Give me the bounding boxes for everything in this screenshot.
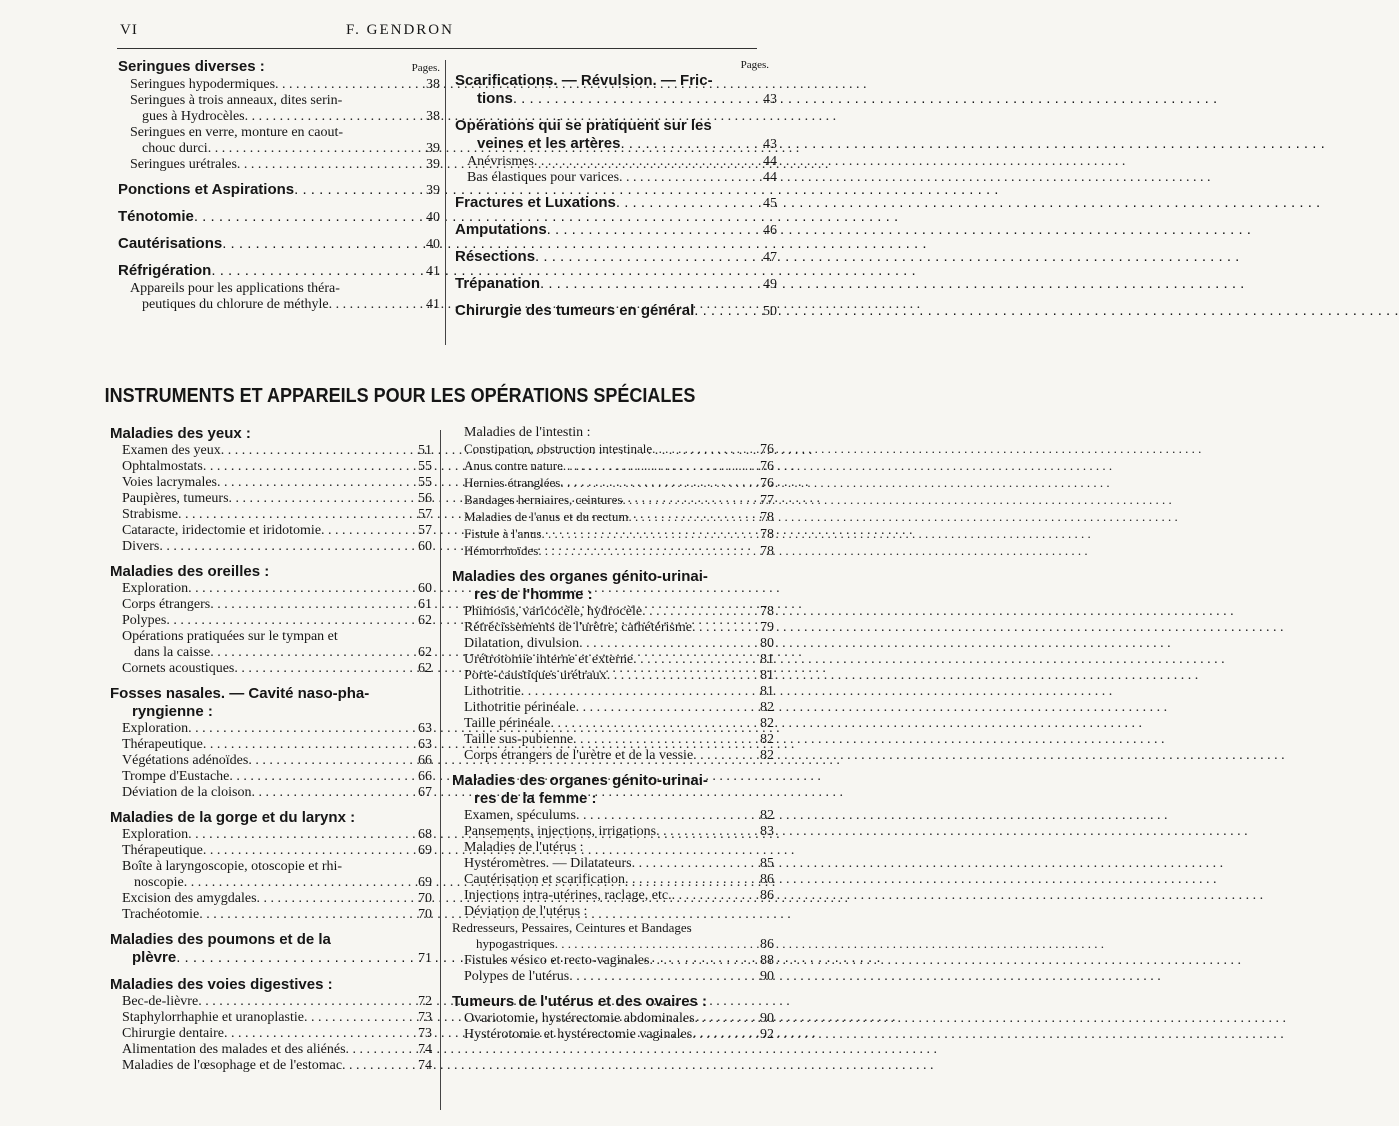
dot-leader xyxy=(692,1027,748,1043)
dot-leader xyxy=(652,441,748,457)
toc-entry xyxy=(110,769,432,785)
toc-entry xyxy=(452,872,774,888)
toc-page-ref: 63 xyxy=(418,721,432,736)
toc-entry: peutiques du chlorure de méthyle . . . 41 xyxy=(118,297,440,313)
toc-entry xyxy=(452,526,774,543)
toc-heading: res de l'homme : xyxy=(474,586,593,603)
toc-page-ref: 74 xyxy=(418,1058,432,1073)
toc-column-bottom-left xyxy=(110,425,432,1074)
toc-page-ref: 82 xyxy=(760,732,774,747)
toc-page-ref: 63 xyxy=(418,737,432,752)
toc-heading: res de la femme : xyxy=(474,790,597,807)
dot-leader xyxy=(538,543,748,559)
toc-entry-title: Constipation, obstruction intestinale xyxy=(464,441,653,456)
toc-entry-title: Anus contre nature xyxy=(464,458,563,473)
toc-entry-title: Voies lacrymales xyxy=(122,475,217,490)
toc-entry-title: Rétrécissements de l'urètre, cathétérisme xyxy=(464,620,692,635)
toc-entry-title: Taille périnéale xyxy=(464,716,551,731)
toc-entry xyxy=(110,1010,432,1026)
dot-leader xyxy=(178,507,406,523)
toc-heading: Maladies des organes génito-urinai- xyxy=(452,568,708,585)
dot-leader xyxy=(573,732,748,748)
toc-entry xyxy=(452,1027,774,1043)
toc-page-ref: 80 xyxy=(760,636,774,651)
author-header: F. GENDRON xyxy=(346,22,454,38)
toc-entry-line: Boîte à laryngoscopie, otoscopie et rhi- xyxy=(122,859,343,874)
toc-entry xyxy=(110,994,432,1010)
toc-entry-line: Opérations pratiquées sur le tympan et xyxy=(122,629,338,644)
column-rule xyxy=(445,60,446,345)
toc-page-ref: 73 xyxy=(418,1026,432,1041)
toc-entry-title: Examen des yeux xyxy=(122,443,221,458)
dot-leader xyxy=(672,888,748,904)
toc-page-ref: 60 xyxy=(418,539,432,554)
toc-heading: Tumeurs de l'utérus et des ovaires : xyxy=(452,993,708,1010)
toc-page-ref: 81 xyxy=(760,668,774,683)
toc-page-ref: 76 xyxy=(760,476,774,491)
toc-page-ref: 92 xyxy=(760,1027,774,1042)
toc-page-ref: 85 xyxy=(760,856,774,871)
dot-leader xyxy=(304,1010,406,1026)
toc-heading: Maladies des yeux : xyxy=(110,425,251,442)
toc-page-ref: 77 xyxy=(760,493,774,508)
toc-page-ref: 76 xyxy=(760,459,774,474)
toc-heading: Trépanation . . . 49 xyxy=(455,275,777,294)
dot-leader xyxy=(521,684,748,700)
dot-leader xyxy=(166,613,406,629)
toc-entry xyxy=(110,891,432,907)
toc-group-intestin xyxy=(452,441,774,560)
toc-entry-title: Taille sus-pubienne xyxy=(464,732,574,747)
dot-leader xyxy=(692,620,748,636)
dot-leader xyxy=(210,597,406,613)
toc-entry xyxy=(110,443,432,459)
dot-leader xyxy=(159,539,406,555)
toc-entry xyxy=(452,808,774,824)
toc-entry-title: Hernies étranglées xyxy=(464,475,561,490)
dot-leader xyxy=(229,491,406,507)
dot-leader xyxy=(632,856,748,872)
toc-entry-title: Végétations adénoïdes xyxy=(122,753,249,768)
toc-group-oreilles xyxy=(110,581,432,629)
toc-entry xyxy=(110,581,432,597)
toc-entry xyxy=(110,1058,432,1074)
dot-leader xyxy=(346,1042,406,1058)
dot-leader xyxy=(251,785,406,801)
toc-page-ref: 61 xyxy=(418,597,432,612)
toc-entry-title: Corps étrangers xyxy=(122,597,211,612)
toc-entry-title: Maladies de l'anus et du rectum xyxy=(464,509,629,524)
toc-entry-title: Strabisme xyxy=(122,507,178,522)
dot-leader xyxy=(695,1011,748,1027)
dot-leader xyxy=(693,748,748,764)
toc-column-top-left xyxy=(118,58,440,313)
dot-leader xyxy=(221,443,406,459)
toc-entry-title: Déviation de la cloison xyxy=(122,785,252,800)
toc-entry-line: Appareils pour les applications théra- xyxy=(130,281,340,296)
toc-entry-title: Exploration xyxy=(122,721,189,736)
toc-entry-title: Bandages herniaires, ceintures xyxy=(464,492,623,507)
toc-entry-title: Polypes xyxy=(122,613,167,628)
toc-heading: Maladies des organes génito-urinai- xyxy=(452,772,708,789)
toc-entry-line: Seringues à trois anneaux, dites serin- xyxy=(130,93,343,108)
dot-leader xyxy=(649,953,748,969)
toc-entry-title: Thérapeutique xyxy=(122,843,203,858)
dot-leader xyxy=(622,492,748,508)
toc-page-ref: 81 xyxy=(760,684,774,699)
toc-entry-title: Exploration xyxy=(122,827,189,842)
toc-entry xyxy=(452,458,774,475)
dot-leader xyxy=(217,475,406,491)
toc-page-ref: 70 xyxy=(418,907,432,922)
toc-heading: Réfrigération . . . 41 xyxy=(118,262,440,281)
toc-entry xyxy=(110,785,432,801)
toc-entry-title: Cataracte, iridectomie et iridotomie xyxy=(122,523,322,538)
toc-page-ref: 55 xyxy=(418,459,432,474)
toc-entry-title: Trachéotomie xyxy=(122,907,200,922)
toc-entry xyxy=(452,969,774,985)
toc-entry xyxy=(452,620,774,636)
toc-heading: Fosses nasales. — Cavité naso-pha- xyxy=(110,685,370,702)
toc-subheading: Déviation de l'utérus : xyxy=(464,904,588,919)
toc-entry-title: Lithotritie périnéale xyxy=(464,700,576,715)
dot-leader xyxy=(642,604,748,620)
toc-entry xyxy=(110,523,432,539)
toc-entry-title: Hystérotomie et hystérectomie vaginales xyxy=(464,1027,693,1042)
toc-page-ref: 66 xyxy=(418,753,432,768)
toc-entry xyxy=(452,475,774,492)
toc-page-ref: 86 xyxy=(760,888,774,903)
dot-leader xyxy=(656,824,748,840)
dot-leader xyxy=(188,827,406,843)
toc-page-ref: 67 xyxy=(418,785,432,800)
toc-heading: Ponctions et Aspirations . . . 39 xyxy=(118,181,440,200)
toc-group-fosses xyxy=(110,721,432,801)
toc-entry-title: Alimentation des malades et des aliénés xyxy=(122,1042,346,1057)
dot-leader xyxy=(607,668,748,684)
toc-entry xyxy=(110,475,432,491)
toc-heading: Ténotomie . . . 40 xyxy=(118,208,440,227)
toc-page-ref: 51 xyxy=(418,443,432,458)
toc-entry-title: Maladies de l'œsophage et de l'estomac xyxy=(122,1058,343,1073)
dot-leader xyxy=(203,459,406,475)
toc-page-ref: 90 xyxy=(760,1011,774,1026)
pages-label: Pages. xyxy=(411,62,440,74)
toc-page-ref: 86 xyxy=(760,872,774,887)
toc-page-ref: 56 xyxy=(418,491,432,506)
toc-entry xyxy=(452,953,774,969)
toc-entry xyxy=(110,597,432,613)
toc-entry xyxy=(110,613,432,629)
toc-group-uterus xyxy=(452,856,774,904)
toc-entry-title: Urétrotomie interne et externe xyxy=(464,652,634,667)
toc-group-gorge xyxy=(110,827,432,859)
toc-entry xyxy=(452,492,774,509)
toc-group-yeux xyxy=(110,443,432,555)
toc-heading: Opérations qui se pratiquent sur les xyxy=(455,117,712,134)
toc-heading: Résections . . . 47 xyxy=(455,248,777,267)
toc-entry xyxy=(110,721,432,737)
dot-leader xyxy=(203,843,406,859)
toc-page-ref: 90 xyxy=(760,969,774,984)
dot-leader xyxy=(199,907,406,923)
toc-heading: Maladies des poumons et de la xyxy=(110,931,331,948)
toc-page-ref: 57 xyxy=(418,507,432,522)
dot-leader xyxy=(625,872,748,888)
toc-entry xyxy=(452,636,774,652)
toc-page-ref: 70 xyxy=(418,891,432,906)
dot-leader xyxy=(188,721,406,737)
toc-heading: Fractures et Luxations . . . 45 xyxy=(455,194,777,213)
toc-page-ref: 57 xyxy=(418,523,432,538)
toc-page-ref: 88 xyxy=(760,953,774,968)
toc-page-ref: 55 xyxy=(418,475,432,490)
toc-entry xyxy=(452,700,774,716)
toc-entry xyxy=(110,491,432,507)
toc-entry-title: Cautérisation et scarification xyxy=(464,872,625,887)
toc-page-ref: 82 xyxy=(760,748,774,763)
toc-page-ref: 60 xyxy=(418,581,432,596)
toc-entry-title: Ophtalmostats xyxy=(122,459,203,474)
dot-leader xyxy=(188,581,406,597)
dot-leader xyxy=(321,523,406,539)
toc-heading: Amputations . . . 46 xyxy=(455,221,777,240)
toc-entry-title: Corps étrangers de l'urètre et de la vessie xyxy=(464,748,694,763)
toc-entry xyxy=(452,668,774,684)
toc-entry: dans la caisse . . . 62 xyxy=(110,645,432,661)
dot-leader xyxy=(248,753,406,769)
toc-entry: hypogastriques . . . 86 xyxy=(452,936,774,953)
toc-entry xyxy=(452,856,774,872)
toc-entry: Seringues urétrales . . . 39 xyxy=(118,157,440,173)
toc-column-bottom-right xyxy=(452,425,774,1043)
toc-heading: ryngienne : xyxy=(132,703,213,720)
toc-entry-title: Excision des amygdales xyxy=(122,891,257,906)
toc-entry xyxy=(110,507,432,523)
toc-entry xyxy=(452,652,774,668)
dot-leader xyxy=(203,737,406,753)
toc-entry xyxy=(452,732,774,748)
dot-leader xyxy=(628,509,748,525)
toc-entry-title: Trompe d'Eustache xyxy=(122,769,230,784)
toc-entry: noscopie . . . 69 xyxy=(110,875,432,891)
toc-entry xyxy=(452,748,774,764)
toc-entry-title: Exploration xyxy=(122,581,189,596)
toc-group-homme xyxy=(452,604,774,764)
toc-entry-title: Fistules vésico et recto-vaginales xyxy=(464,953,650,968)
toc-entry xyxy=(110,539,432,555)
toc-heading: Chirurgie des tumeurs en général . . . 50 xyxy=(455,302,777,321)
toc-page-ref: 76 xyxy=(760,442,774,457)
toc-entry xyxy=(452,1011,774,1027)
toc-entry xyxy=(452,716,774,732)
toc-entry-title: Thérapeutique xyxy=(122,737,203,752)
toc-entry xyxy=(110,827,432,843)
toc-entry-title: Examen, spéculums xyxy=(464,808,576,823)
toc-entry xyxy=(452,824,774,840)
toc-entry xyxy=(110,1042,432,1058)
dot-leader xyxy=(563,458,748,474)
toc-entry xyxy=(452,684,774,700)
toc-group-gorge-2 xyxy=(110,891,432,923)
toc-entry xyxy=(110,737,432,753)
dot-leader xyxy=(576,700,748,716)
toc-page-ref: 82 xyxy=(760,716,774,731)
toc-heading: veines et les artères . . . 43 xyxy=(455,135,777,154)
toc-heading: tions . . . 43 xyxy=(455,90,777,109)
toc-page-ref: 72 xyxy=(418,994,432,1009)
toc-page-ref: 78 xyxy=(760,544,774,559)
toc-entry-title: Bec-de-lièvre xyxy=(122,994,199,1009)
toc-entry-line: Redresseurs, Pessaires, Ceintures et Bandages xyxy=(452,920,692,935)
dot-leader xyxy=(257,891,406,907)
toc-entry-title: Staphylorrhaphie et uranoplastie xyxy=(122,1010,304,1025)
dot-leader xyxy=(550,716,748,732)
toc-entry xyxy=(452,509,774,526)
toc-heading: Cautérisations . . . 40 xyxy=(118,235,440,254)
dot-leader xyxy=(198,994,406,1010)
toc-page-ref: 69 xyxy=(418,843,432,858)
toc-entry: chouc durci . . . 39 xyxy=(118,141,440,157)
toc-entry-title: Ovariotomie, hystérectomie abdominales xyxy=(464,1011,695,1026)
toc-page-ref: 74 xyxy=(418,1042,432,1057)
toc-heading: Maladies des voies digestives : xyxy=(110,976,333,993)
toc-entry xyxy=(452,441,774,458)
page-number: VI xyxy=(120,22,138,38)
pages-label: Pages. xyxy=(740,59,769,71)
dot-leader xyxy=(224,1026,406,1042)
toc-page-ref: 68 xyxy=(418,827,432,842)
dot-leader xyxy=(541,526,748,542)
toc-page-ref: 82 xyxy=(760,700,774,715)
toc-page-ref: 79 xyxy=(760,620,774,635)
column-rule xyxy=(440,430,441,1110)
toc-subheading: Maladies de l'intestin : xyxy=(464,425,591,440)
dot-leader xyxy=(569,969,748,985)
section-title: INSTRUMENTS ET APPAREILS POUR LES OPÉRATIONS SPÉCIALES xyxy=(104,383,696,407)
toc-entry-title: Lithotritie xyxy=(464,684,521,699)
toc-entry xyxy=(110,843,432,859)
toc-subheading: Maladies de l'utérus : xyxy=(464,840,584,855)
toc-group-tumeurs xyxy=(452,1011,774,1043)
dot-leader xyxy=(342,1058,406,1074)
toc-page-ref: 82 xyxy=(760,808,774,823)
toc-entry-title: Dilatation, divulsion xyxy=(464,636,580,651)
toc-page-ref: 81 xyxy=(760,652,774,667)
toc-group-digestives xyxy=(110,994,432,1074)
toc-page-ref: 78 xyxy=(760,510,774,525)
header-rule xyxy=(117,48,757,49)
toc-page-ref: 62 xyxy=(418,613,432,628)
toc-entry xyxy=(452,888,774,904)
toc-entry-title: Hémorrhoïdes xyxy=(464,543,539,558)
toc-heading: Maladies des oreilles : xyxy=(110,563,270,580)
toc-heading: Seringues diverses : Pages. xyxy=(118,58,440,75)
dot-leader xyxy=(229,769,406,785)
dot-leader xyxy=(560,475,748,491)
toc-entry xyxy=(452,604,774,620)
toc-page-ref: 83 xyxy=(760,824,774,839)
toc-entry-title: Chirurgie dentaire xyxy=(122,1026,224,1041)
toc-page-ref: 66 xyxy=(418,769,432,784)
toc-entry-title: Hystéromètres. — Dilatateurs xyxy=(464,856,632,871)
toc-entry xyxy=(110,1026,432,1042)
toc-entry-title: Pansements, injections, irrigations xyxy=(464,824,657,839)
toc-entry-line: Seringues en verre, monture en caout- xyxy=(130,125,344,140)
toc-entry-title: Fistule à l'anus xyxy=(464,526,542,541)
toc-entry xyxy=(110,753,432,769)
toc-page-ref: 73 xyxy=(418,1010,432,1025)
toc-heading: plèvre . . . 71 xyxy=(110,949,432,968)
toc-entry xyxy=(452,543,774,560)
dot-leader xyxy=(576,808,748,824)
toc-page-ref: 78 xyxy=(760,604,774,619)
toc-entry: Cornets acoustiques . . . 62 xyxy=(110,661,432,677)
toc-column-top-right xyxy=(455,58,777,321)
running-head xyxy=(0,22,800,44)
toc-entry-title: Phimosis, varicocèle, hydrocèle xyxy=(464,604,643,619)
dot-leader xyxy=(633,652,748,668)
toc-group-uterus-2 xyxy=(452,953,774,985)
toc-entry-title: Divers xyxy=(122,539,160,554)
toc-entry-title: Injections intra-utérines, raclage, etc. xyxy=(464,888,672,903)
toc-entry-title: Paupières, tumeurs xyxy=(122,491,229,506)
toc-entry-title: Porte-caustiques urétraux xyxy=(464,668,607,683)
toc-heading: Maladies de la gorge et du larynx : xyxy=(110,809,356,826)
toc-entry-title: Polypes de l'utérus xyxy=(464,969,570,984)
toc-entry: gues à Hydrocèles . . . 38 xyxy=(118,109,440,125)
dot-leader xyxy=(579,636,748,652)
toc-entry xyxy=(110,459,432,475)
toc-page-ref: 78 xyxy=(760,527,774,542)
toc-heading: Scarifications. — Révulsion. — Fric- xyxy=(455,72,713,89)
toc-entry xyxy=(110,907,432,923)
toc-group-femme xyxy=(452,808,774,840)
toc-entry: Seringues hypodermiques . . . 38 xyxy=(118,77,440,93)
toc-entry: Anévrismes . . . 44 xyxy=(455,154,777,170)
toc-entry: Bas élastiques pour varices . . . 44 xyxy=(455,170,777,186)
